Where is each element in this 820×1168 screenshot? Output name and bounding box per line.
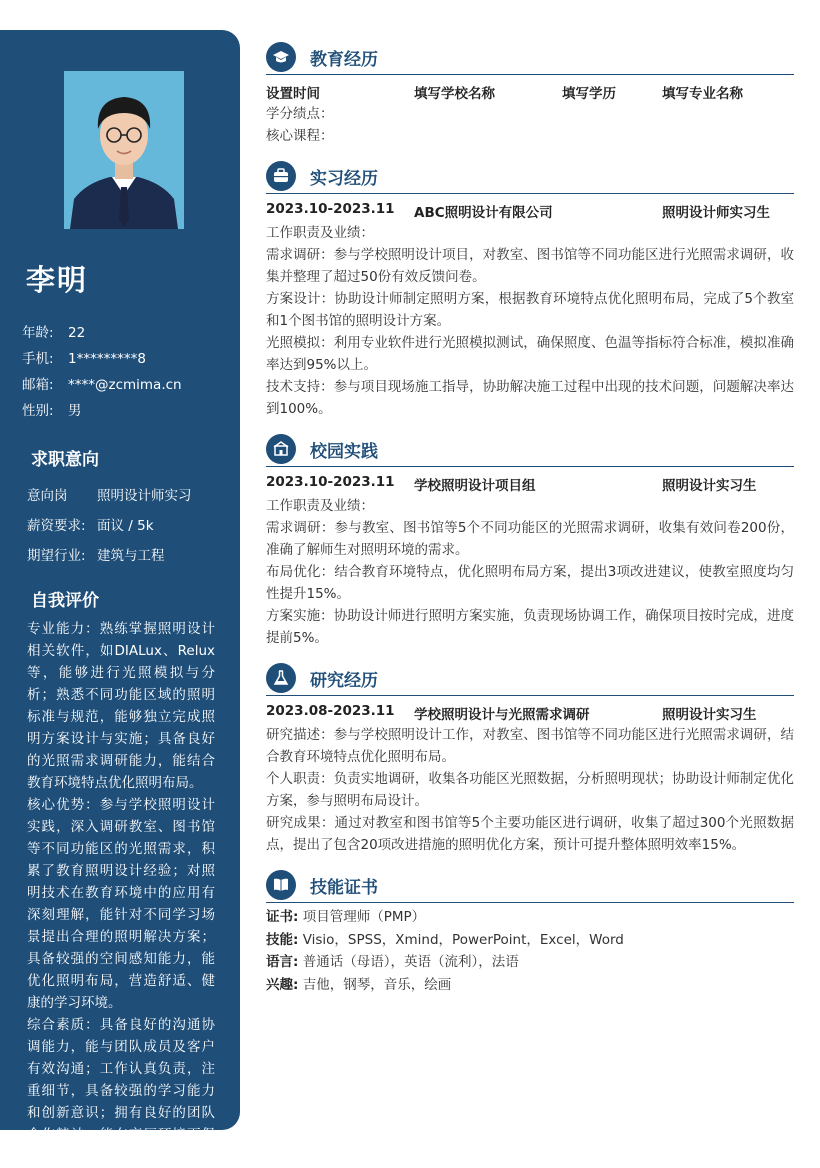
info-value: ****@zcmima.cn — [68, 377, 182, 393]
graduation-cap-icon — [266, 42, 296, 72]
internship-paragraph: 方案设计：协助设计师制定照明方案，根据教育环境特点优化照明布局，完成了5个教室和1个图书馆的照明设计方案。 — [266, 291, 794, 329]
skill-value: Visio，SPSS，Xmind，PowerPoint，Excel，Word — [302, 931, 624, 948]
research-details — [266, 724, 794, 856]
research-role: 照明设计实习生 — [662, 707, 757, 723]
skill-row-skills — [266, 929, 794, 952]
skills-list — [266, 906, 794, 996]
skill-row-language — [266, 951, 794, 974]
info-label: 邮箱: — [22, 377, 54, 393]
campus-role: 照明设计实习生 — [662, 478, 757, 494]
research-paragraph: 研究描述：参与学校照明设计工作，对教室、图书馆等不同功能区进行光照需求调研，结合教育环境特点优化照明布局。 — [266, 727, 794, 765]
candidate-name: 李明 — [26, 263, 89, 297]
skills-title: 技能证书 — [310, 878, 378, 898]
sidebar — [0, 30, 240, 1165]
education-school: 填写学校名称 — [414, 86, 495, 102]
skill-key: 技能: — [266, 931, 299, 948]
internship-paragraph: 工作职责及业绩： — [266, 225, 374, 241]
internship-paragraph: 需求调研：参与学校照明设计项目，对教室、图书馆等不同功能区进行光照需求调研，收集并整理了超过50份有效反馈问卷。 — [266, 247, 794, 285]
intent-value: 建筑与工程 — [97, 548, 165, 564]
internship-org: ABC照明设计有限公司 — [414, 205, 553, 221]
skill-key: 兴趣: — [266, 976, 299, 993]
person-portrait-icon — [64, 71, 184, 229]
info-value: 22 — [68, 325, 86, 341]
courses-label: 核心课程： — [266, 128, 334, 144]
personal-info — [22, 320, 182, 424]
skill-value: 项目管理师（PMP） — [302, 909, 426, 925]
campus-paragraph: 方案实施：协助设计师进行照明方案实施，负责现场协调工作，确保项目按时完成，进度提前5%。 — [266, 608, 794, 646]
campus-header — [266, 434, 794, 467]
self-evaluation — [27, 618, 215, 1168]
intent-label: 薪资要求: — [27, 518, 86, 534]
job-intent — [27, 481, 192, 571]
intent-salary — [27, 511, 192, 541]
campus-paragraph: 需求调研：参与教室、图书馆等5个不同功能区的光照需求调研，收集有效问卷200份，准确了解师生对照明环境的需求。 — [266, 520, 794, 558]
skills-header — [266, 870, 794, 903]
education-time: 设置时间 — [266, 86, 320, 102]
info-gender — [22, 398, 182, 424]
intent-label: 意向岗 — [27, 488, 68, 504]
education-header — [266, 42, 794, 75]
info-label: 手机: — [22, 351, 54, 367]
gpa-label: 学分绩点： — [266, 106, 334, 122]
education-major: 填写专业名称 — [662, 86, 743, 102]
internship-paragraph: 光照模拟：利用专业软件进行光照模拟测试，确保照度、色温等指标符合标准，模拟准确率达到95%以上。 — [266, 335, 794, 373]
research-header — [266, 663, 794, 696]
campus-title: 校园实践 — [310, 442, 378, 462]
internship-title: 实习经历 — [310, 169, 378, 189]
skill-key: 语言: — [266, 954, 299, 970]
info-value: 男 — [68, 403, 82, 419]
campus-details — [266, 495, 794, 649]
intent-label: 期望行业: — [27, 548, 86, 564]
info-label: 性别: — [22, 403, 54, 419]
building-icon — [266, 434, 296, 464]
flask-icon — [266, 663, 296, 693]
campus-org: 学校照明设计项目组 — [414, 478, 536, 494]
research-paragraph: 个人职责：负责实地调研，收集各功能区光照数据，分析照明现状；协助设计师制定优化方案，参与照明布局设计。 — [266, 771, 794, 809]
info-value: 1*********8 — [68, 351, 146, 367]
campus-paragraph: 工作职责及业绩： — [266, 498, 374, 514]
internship-header — [266, 161, 794, 194]
intent-industry — [27, 541, 192, 571]
skill-value: 普通话（母语），英语（流利），法语 — [302, 954, 519, 970]
eval-paragraph: 核心优势：参与学校照明设计实践，深入调研教室、图书馆等不同功能区的光照需求，积累了教育照明设计经验；对照明技术在教育环境中的应用有深刻理解，能针对不同学习场景提出合理的照明解决方案；具备较强的空间感知能力，能优化照明布局，营造舒适、健康的学习环境。 — [27, 797, 215, 1011]
internship-paragraph: 技术支持：参与项目现场施工指导，协助解决施工过程中出现的技术问题，问题解决率达到100%。 — [266, 379, 794, 417]
research-title: 研究经历 — [310, 671, 378, 691]
internship-role: 照明设计师实习生 — [662, 205, 770, 221]
book-icon — [266, 870, 296, 900]
info-phone — [22, 346, 182, 372]
internship-details — [266, 222, 794, 420]
campus-time: 2023.10-2023.11 — [266, 474, 395, 490]
info-age — [22, 320, 182, 346]
intent-value: 面议 / 5k — [97, 518, 154, 534]
briefcase-icon — [266, 161, 296, 191]
research-paragraph: 研究成果：通过对教室和图书馆等5个主要功能区进行调研，收集了超过300个光照数据点，提出了包含20项改进措施的照明优化方案，预计可提升整体照明效率15%。 — [266, 815, 794, 853]
intent-heading: 求职意向 — [31, 450, 99, 470]
education-details — [266, 103, 794, 147]
skill-row-hobbies — [266, 974, 794, 997]
skill-key: 证书: — [266, 909, 299, 925]
self-eval-heading: 自我评价 — [31, 591, 99, 611]
eval-paragraph: 综合素质：具备良好的沟通协调能力，能与团队成员及客户有效沟通；工作认真负责，注重细节，具备较强的学习能力和创新意识；拥有良好的团队合作精神，能在高压环境下保持高效工作。 — [27, 1017, 215, 1165]
research-time: 2023.08-2023.11 — [266, 703, 395, 719]
campus-paragraph: 布局优化：结合教育环境特点，优化照明布局方案，提出3项改进建议，使教室照度均匀性提升15%。 — [266, 564, 794, 602]
intent-value: 照明设计师实习 — [97, 488, 192, 504]
education-title: 教育经历 — [310, 50, 378, 70]
info-email — [22, 372, 182, 398]
skill-row-cert — [266, 906, 794, 929]
profile-photo — [64, 71, 184, 229]
education-degree: 填写学历 — [562, 86, 616, 102]
internship-time: 2023.10-2023.11 — [266, 201, 395, 217]
skill-value: 吉他，钢琴，音乐，绘画 — [302, 976, 452, 993]
eval-paragraph: 专业能力：熟练掌握照明设计相关软件，如DIALux、Relux等，能够进行光照模拟与分析；熟悉不同功能区域的照明标准与规范，能够独立完成照明方案设计与实施；具备良好的光照需求调研能力，能结合教育环境特点优化照明布局。 — [27, 621, 215, 791]
intent-position — [27, 481, 192, 511]
info-label: 年龄: — [22, 325, 54, 341]
research-org: 学校照明设计与光照需求调研 — [414, 707, 590, 723]
